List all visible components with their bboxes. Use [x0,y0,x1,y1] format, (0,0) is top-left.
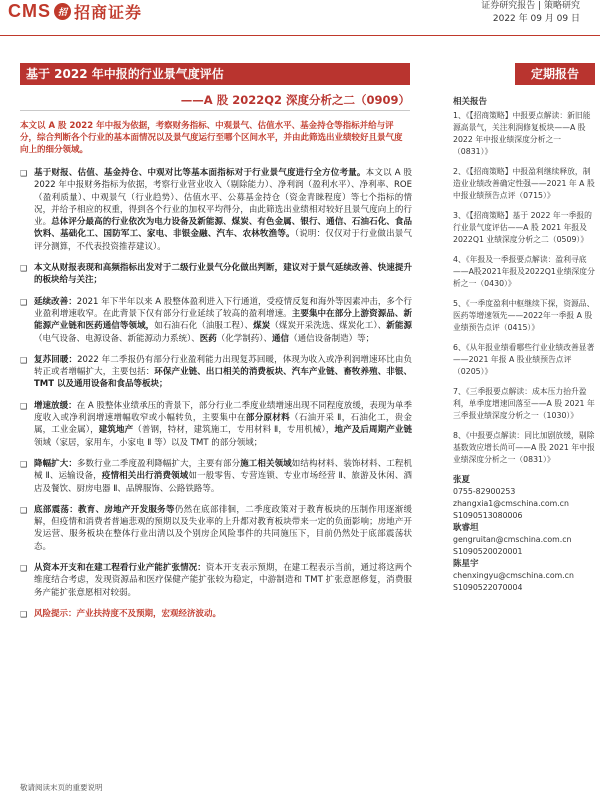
bullet-square-icon: ❑ [20,401,28,411]
report-kind: 证券研究报告 | 策略研究 [481,1,580,11]
bullet-square-icon: ❑ [20,564,28,574]
header-rule [0,35,600,36]
related-report-item[interactable]: 6、《从年报业绩看哪些行业业绩改善显著——2021 年报 A 股业绩预告点评（0205）》 [453,343,595,376]
bullet-square-icon: ❑ [20,459,28,469]
analyst-name: 陈星宇 [453,559,479,569]
bullet-square-icon: ❑ [20,355,28,365]
report-category-badge: 定期报告 [515,63,595,85]
logo-cms-text: CMS [8,0,51,21]
analyst-email[interactable]: chenxingyu@cmschina.com.cn [453,571,574,580]
related-report-item[interactable]: 5、《一季度盈利中枢继续下探，资源品、医药等增速领先——2022年一季报 A 股业绩预告点评（0415）》 [453,299,595,332]
analyst-block [453,474,595,594]
related-report-item[interactable]: 2、《【招商策略】中报盈利继续释放，制造业业绩改善确定性强——2021 年 A 股中报业绩预告点评（0715）》 [453,167,595,200]
related-report-item[interactable]: 1、《【招商策略】中报要点解读：新旧能源高景气，关注利润修复板块——A 股 2022 年中报业绩深度分析之一（0831）》 [453,111,591,156]
risk-warning: ❑ 风险提示：产业扶持度不及预期，宏观经济波动。 [20,608,412,621]
key-point: ❑ 延续改善：2021 年下半年以来 A 股整体盈利进入下行通道，受疫情反复和海外等因素冲击，多个行业盈利增速收窄。在此背景下仅有部分行业延续了较高的盈利增速。主要集中在部分上游资源品、新能源产业链和医药通信等领域，如石油石化（油服工程）、煤炭（煤炭开采洗选、煤炭化工）、新能源（电气设备、电源设备、新能源动力系统）、医药（化学制药）、通信（通信设备制造）等； [20,296,412,344]
bullet-square-icon: ❑ [20,297,28,307]
title-divider [20,110,410,111]
sidebar [453,96,595,594]
related-report-item[interactable]: 7、《三季报要点解读：成本压力抬升盈利，单季度增速回落至——A 股 2021 年三季报业绩深度分析之一（1030）》 [453,387,595,420]
key-point: ❑ 复苏回暖：2022 年二季报仍有部分行业盈利能力出现复苏回暖，体现为收入或净利润增速环比由负转正或者增幅扩大，主要包括：环保产业链、出口相关的消费板块、汽车产业链、畜牧养殖、非银、TMT 以及通用设备和食品等板块； [20,354,412,390]
bullet-square-icon: ❑ [20,264,28,274]
key-point: ❑ 底部震荡：教育、房地产开发服务等仍然在底部徘徊，二季度政策对于教育板块的压制作用逐渐缓解，但疫情和消费者普遍悲观的预期以及失业率的上升都对教育板块带来一定的负面影响；房地产开发运营、服务板块在整体行业出清以及个别房企风险事件的共同施压下，目前仍然处于底部震荡状态。 [20,504,412,552]
analyst-name: 耿睿坦 [453,523,479,533]
key-point: ❑ 本文从财报表现和高频指标出发对于二级行业景气分化做出判断，建议对于景气延续改善、快速提升的板块给与关注； [20,263,412,286]
analyst-cert: S1090522070004 [453,583,523,592]
bullet-square-icon: ❑ [20,169,28,178]
report-subtitle: ——A 股 2022Q2 深度分析之二（0909） [180,93,410,107]
report-date: 2022 年 09 月 09 日 [492,14,580,24]
related-report-item[interactable]: 4、《年报及一季报要点解读：盈利寻底——A股2021年报及2022Q1业绩深度分析之一（0430）》 [453,255,595,288]
footer-note: 敬请阅读末页的重要说明 [20,783,103,792]
report-meta [481,0,580,26]
key-point: ❑ 基于财报、估值、基金持仓、中观对比等基本面指标对于行业景气度进行全方位考量。本文以 A 股 2022 年中报财务指标为依据，考察行业营业收入（剔除能力）、净利润（盈利水平）、净利率、ROE（盈利质量）、中观景气（行业趋势）、估值水平、公募基金持仓（资金青睐程度）等七个指标的情况，并给予相应的权重，得到各个行业的加权平均得分，由此筛选出业绩相对较好且景气度向上的行业。总体评分最高的行业依次为电力设备及新能源、煤炭、有色金属、银行、通信、石油石化、食品饮料、基础化工、国防军工、家电、非银金融、汽车、农林牧渔等。（说明：仅仅对于行业做出景气评分测算，不代表投资推荐建议）。 [20,168,412,252]
key-point: ❑ 从资本开支和在建工程看行业产能扩张情况：资本开支表示预期，在建工程表示当前，通过将这两个维度结合考虑，发现资源品和医疗保健产能扩张较为稳定，中游制造和 TMT 扩张意愿修复，消费服务产能扩张意愿相对较弱。 [20,563,412,598]
analyst-email[interactable]: gengruitan@cmschina.com.cn [453,535,572,544]
broker-logo [8,0,142,22]
title-banner: 基于 2022 年中报的行业景气度评估 [20,63,410,85]
analyst-name: 张夏 [453,475,471,485]
key-point: ❑ 增速放缓：在 A 股整体业绩承压的背景下，部分行业二季度业绩增速出现不同程度放缓，表现为单季度收入或净利润增速增幅收窄或小幅转负，主要集中在部分原材料（石油开采 Ⅱ，石油化工，贵金属，工业金属），建筑地产（普钢，特材，建筑施工，专用材料 Ⅱ，专用机械），地产及后周期产业链领域（家居，家用车，小家电 Ⅱ 等）以及 TMT 的部分领域； [20,400,412,448]
analyst-cert: S1090513080006 [453,511,523,520]
related-report-item[interactable]: 3、《【招商策略】基于 2022 年一季报的行业景气度评估——A 股 2021 年报及 2022Q1 业绩深度分析之二（0509）》 [453,211,592,244]
bullet-square-icon: ❑ [20,505,28,515]
summary-paragraph: 本文以 A 股 2022 年中报为依据，考察财务指标、中观景气、估值水平、基金持仓等指标并给与评分，综合判断各个行业的基本面情况以及景气度运行至哪个区间水平，并由此筛选出业绩较好且景气度向上的细分领域。 [20,121,403,155]
logo-badge-icon: 招 [54,3,71,20]
analyst-cert: S1090520020001 [453,547,523,556]
analyst-phone: 0755-82900253 [453,487,516,496]
key-point: ❑ 降幅扩大：多数行业二季度盈利降幅扩大，主要有部分施工相关领域如结构材料、装饰材料、工程机械 Ⅱ、运输设备，疫情相关出行消费领域如一般零售、专营连锁、专业市场经营 Ⅱ、旅游及休闲、酒店及餐饮、厨房电器 Ⅱ、品牌服饰、公路铁路等。 [20,458,412,494]
logo-chinese-text: 招商证券 [74,2,143,22]
analyst-email[interactable]: zhangxia1@cmschina.com.cn [453,499,569,508]
bullet-square-icon: ❑ [20,609,28,619]
related-reports-heading: 相关报告 [453,97,488,107]
key-points-list [20,167,412,630]
related-report-item[interactable]: 8、《中报要点解读：同比加剧放缓，剔除基数效应增长尚可——A 股 2021 年中报业绩深度分析之一（0831）》 [453,431,595,464]
